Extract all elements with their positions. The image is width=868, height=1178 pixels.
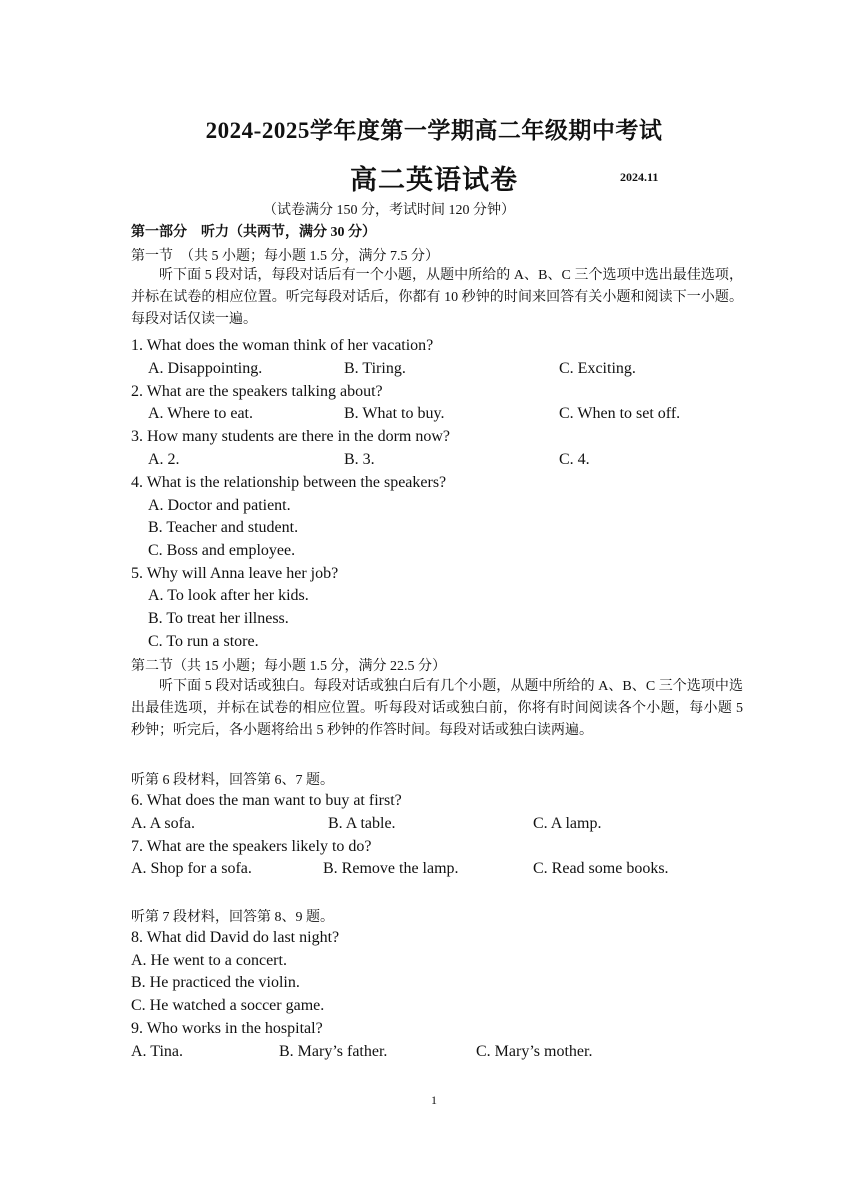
q9-stem: 9. Who works in the hospital? (131, 1020, 323, 1037)
q7-option-a: A. Shop for a sofa. (131, 860, 252, 877)
q9-option-b: B. Mary’s father. (279, 1043, 388, 1060)
q4-option-a: A. Doctor and patient. (148, 497, 291, 514)
q6-stem: 6. What does the man want to buy at first? (131, 792, 402, 809)
material-6-heading: 听第 6 段材料，回答第 6、7 题。 (131, 773, 334, 788)
q6-option-a: A. A sofa. (131, 815, 195, 832)
section2-heading: 第二节（共 15 小题；每小题 1.5 分，满分 22.5 分） (131, 659, 446, 674)
q2-option-c: C. When to set off. (559, 405, 681, 422)
q8-option-a: A. He went to a concert. (131, 952, 287, 969)
q1-stem: 1. What does the woman think of her vacation? (131, 337, 434, 354)
section2-instructions: 听下面 5 段对话或独白。每段对话或独白后有几个小题，从题中所给的 A、B、C 三个选项中选出最佳选项，并标在试卷的相应位置。听每段对话或独白前，你将有时间阅读各个小题，每小题 5 秒钟；听完后，各小题将给出 5 秒钟的作答时间。每段对话或独白读两遍。 (131, 679, 743, 738)
q5-option-a: A. To look after her kids. (148, 587, 309, 604)
exam-title: 2024-2025学年度第一学期高二年级期中考试 (205, 118, 663, 143)
q3-stem: 3. How many students are there in the dorm now? (131, 428, 451, 445)
q2-option-a: A. Where to eat. (148, 405, 253, 422)
q7-option-c: C. Read some books. (533, 860, 669, 877)
exam-date: 2024.11 (620, 170, 659, 184)
q6-option-b: B. A table. (328, 815, 396, 832)
q7-option-b: B. Remove the lamp. (323, 860, 459, 877)
q2-option-b: B. What to buy. (344, 405, 445, 422)
q1-option-c: C. Exciting. (559, 360, 636, 377)
q3-option-a: A. 2. (148, 451, 180, 468)
material-7-heading: 听第 7 段材料，回答第 8、9 题。 (131, 910, 334, 925)
q9-option-c: C. Mary’s mother. (476, 1043, 593, 1060)
q1-option-a: A. Disappointing. (148, 360, 263, 377)
q8-stem: 8. What did David do last night? (131, 929, 340, 946)
q4-stem: 4. What is the relationship between the speakers? (131, 474, 447, 491)
q6-option-c: C. A lamp. (533, 815, 602, 832)
q7-stem: 7. What are the speakers likely to do? (131, 838, 372, 855)
q5-option-b: B. To treat her illness. (148, 610, 289, 627)
q5-stem: 5. Why will Anna leave her job? (131, 565, 339, 582)
section1-instructions: 听下面 5 段对话，每段对话后有一个小题，从题中所给的 A、B、C 三个选项中选出最佳选项，并标在试卷的相应位置。听完每段对话后，你都有 10 秒钟的时间来回答有关小题和阅读下一小题。每段对话仅读一遍。 (131, 268, 743, 327)
q8-option-c: C. He watched a soccer game. (131, 997, 325, 1014)
q4-option-c: C. Boss and employee. (148, 542, 296, 559)
q3-option-b: B. 3. (344, 451, 375, 468)
section1-heading: 第一节 （共 5 小题；每小题 1.5 分，满分 7.5 分） (131, 249, 439, 264)
q8-option-b: B. He practiced the violin. (131, 974, 300, 991)
exam-info: （试卷满分 150 分，考试时间 120 分钟） (263, 203, 515, 218)
page-number: 1 (431, 1093, 437, 1107)
q2-stem: 2. What are the speakers talking about? (131, 383, 383, 400)
q5-option-c: C. To run a store. (148, 633, 259, 650)
q1-option-b: B. Tiring. (344, 360, 406, 377)
q4-option-b: B. Teacher and student. (148, 519, 299, 536)
part1-heading: 第一部分 听力（共两节，满分 30 分） (131, 225, 376, 240)
q3-option-c: C. 4. (559, 451, 590, 468)
exam-subtitle: 高二英语试卷 (350, 165, 518, 195)
q9-option-a: A. Tina. (131, 1043, 184, 1060)
